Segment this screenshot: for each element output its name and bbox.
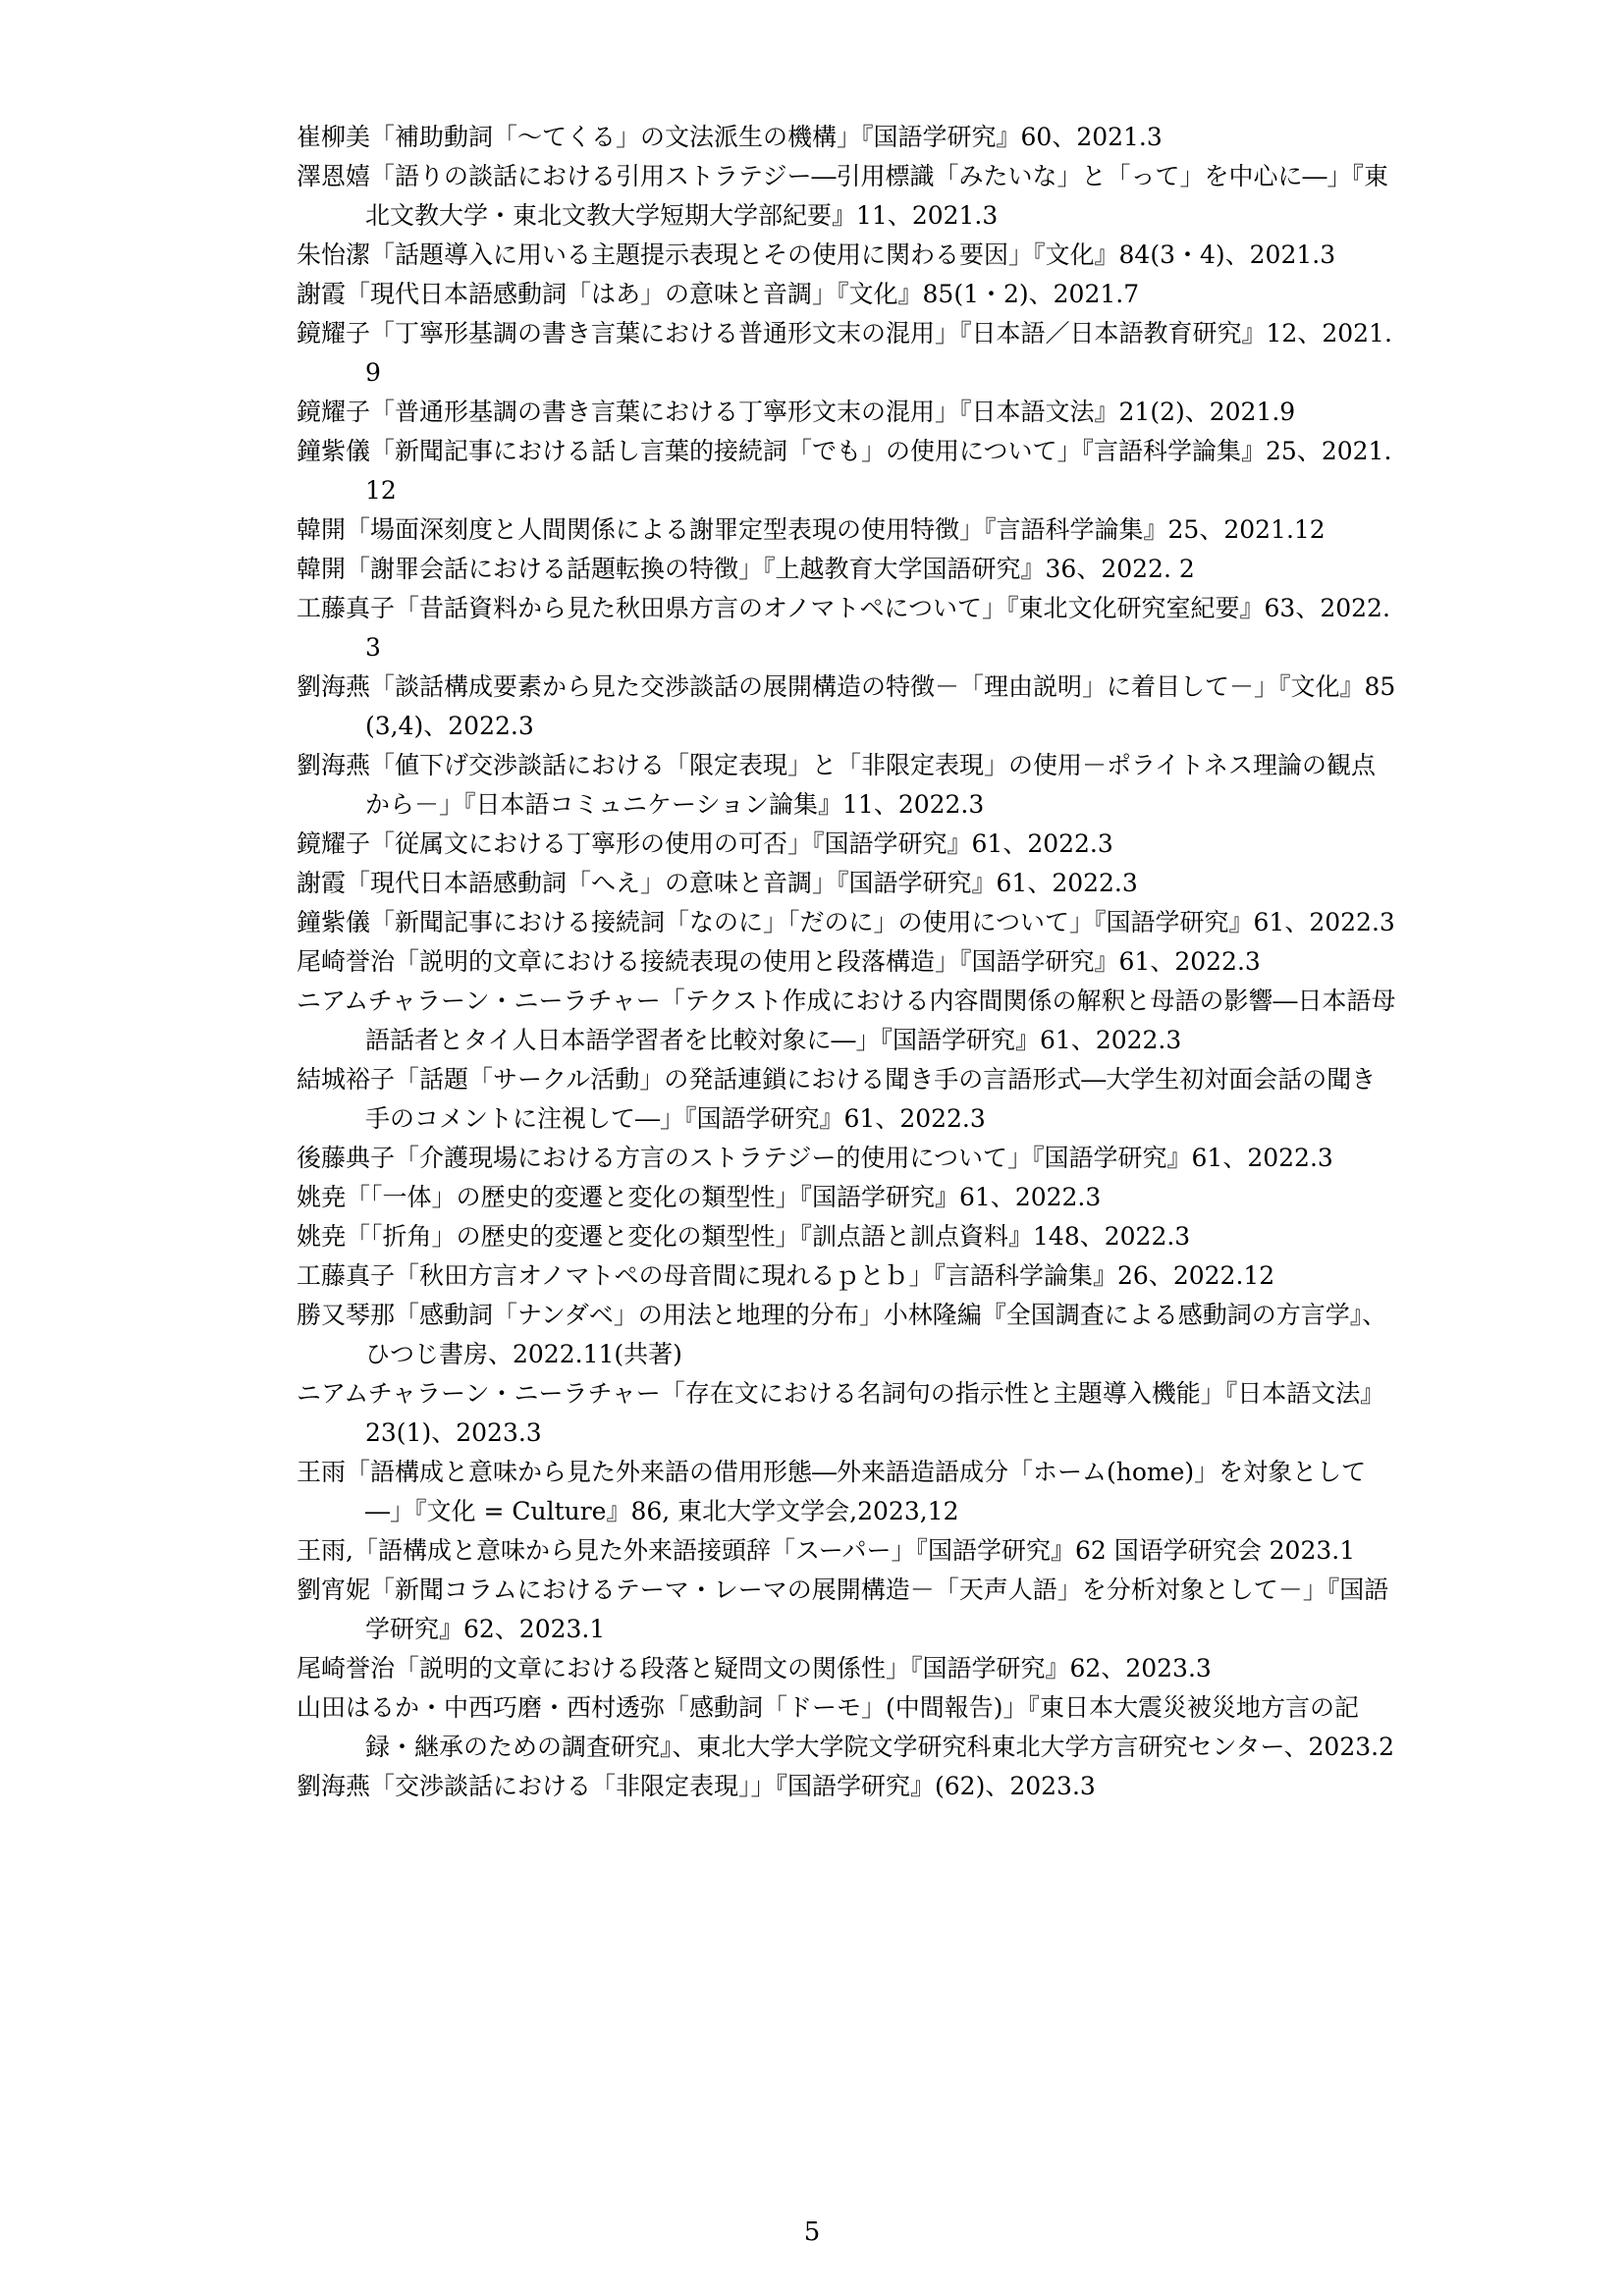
bibliography-entry: ニアムチャラーン・ニーラチャー「存在文における名詞句の指示性と主題導入機能」『日本語文法』23(1)、2023.3 [297,1379,1385,1447]
bibliography-entry: 勝又琴那「感動詞「ナンダベ」の用法と地理的分布」小林隆編『全国調査による感動詞の方言学』、ひつじ書房、2022.11(共著) [297,1301,1387,1368]
bibliography-entry: 尾崎誉治「説明的文章における段落と疑問文の関係性」『国語学研究』62、2023.3 [297,1654,1212,1682]
bibliography-entry: 工藤真子「秋田方言オノマトペの母音間に現れるｐとｂ」『言語科学論集』26、2022.12 [297,1261,1275,1290]
bibliography-entry: 鏡耀子「丁寧形基調の書き言葉における普通形文末の混用」『日本語／日本語教育研究』12、2021.9 [297,319,1392,387]
bibliography-entry: 工藤真子「昔話資料から見た秋田県方言のオノマトペについて」『東北文化研究室紀要』63、2022. 3 [297,594,1390,662]
bibliography-entry: 尾崎誉治「説明的文章における接続表現の使用と段落構造」『国語学研究』61、2022.3 [297,947,1261,976]
bibliography-entry: 澤恩嬉「語りの談話における引用ストラテジー―引用標識「みたいな」と「って」を中心に―」『東北文教大学・東北文教大学短期大学部紀要』11、2021.3 [297,162,1389,230]
bibliography-entry: 鏡耀子「従属文における丁寧形の使用の可否」『国語学研究』61、2022.3 [297,829,1113,858]
bibliography-list [297,118,1396,1806]
bibliography-entry: 韓開「場面深刻度と人間関係による謝罪定型表現の使用特徴」『言語科学論集』25、2021.12 [297,515,1326,544]
bibliography-entry: 姚尭「「折角」の歴史的変遷と変化の類型性」『訓点語と訓点資料』148、2022.3 [297,1222,1191,1251]
bibliography-entry: 謝霞「現代日本語感動詞「へえ」の意味と音調」『国語学研究』61、2022.3 [297,869,1138,897]
bibliography-entry: 鐘紫儀「新聞記事における接続詞「なのに」「だのに」の使用について」『国語学研究』61、2022.3 [297,908,1395,936]
page-number: 5 [803,2217,821,2247]
bibliography-entry: 劉海燕「談話構成要素から見た交渉談話の展開構造の特徴－「理由説明」に着目して－」『文化』85(3,4)、2022.3 [297,672,1396,740]
bibliography-entry: 謝霞「現代日本語感動詞「はあ」の意味と音調」『文化』85(1・2)、2021.7 [297,280,1140,308]
bibliography-entry: 王雨「語構成と意味から見た外来語の借用形態―外来語造語成分「ホーム(home)」を対象として―」『文化 = Culture』86, 東北大学文学会,2023,12 [297,1458,1367,1525]
bibliography-entry: 鏡耀子「普通形基調の書き言葉における丁寧形文末の混用」『日本語文法』21(2)、2021.9 [297,398,1296,426]
bibliography-entry: 劉海燕「交渉談話における「非限定表現」」『国語学研究』(62)、2023.3 [297,1772,1096,1800]
bibliography-entry: 劉海燕「値下げ交渉談話における「限定表現」と「非限定表現」の使用－ポライトネス理論の観点から－」『日本語コミュニケーション論集』11、2022.3 [297,751,1377,819]
bibliography-entry: 姚尭「「一体」の歴史的変遷と変化の類型性」『国語学研究』61、2022.3 [297,1183,1102,1211]
bibliography-entry: 韓開「謝罪会話における話題転換の特徴」『上越教育大学国語研究』36、2022. 2 [297,555,1195,583]
bibliography-entry: ニアムチャラーン・ニーラチャー「テクスト作成における内容間関係の解釈と母語の影響―日本語母語話者とタイ人日本語学習者を比較対象に―」『国語学研究』61、2022.3 [297,987,1396,1054]
bibliography-entry: 劉宵妮「新聞コラムにおけるテーマ・レーマの展開構造－「天声人語」を分析対象として－」『国語学研究』62、2023.1 [297,1575,1389,1643]
bibliography-entry: 崔柳美「補助動詞「〜てくる」の文法派生の機構」『国語学研究』60、2021.3 [297,123,1163,151]
bibliography-entry: 王雨,「語構成と意味から見た外来語接頭辞「スーパー」『国語学研究』62 国语学研究会 2023.1 [297,1536,1356,1565]
bibliography-entry: 後藤典子「介護現場における方言のストラテジー的使用について」『国語学研究』61、2022.3 [297,1144,1333,1172]
bibliography-entry: 朱怡潔「話題導入に用いる主題提示表現とその使用に関わる要因」『文化』84(3・4)、2021.3 [297,240,1336,269]
bibliography-entry: 山田はるか・中西巧磨・西村透弥「感動詞「ドーモ」(中間報告)」『東日本大震災被災地方言の記録・継承のための調査研究』、東北大学大学院文学研究科東北大学方言研究センター、2023.2 [297,1693,1394,1761]
bibliography-entry: 鐘紫儀「新聞記事における話し言葉的接続詞「でも」の使用について」『言語科学論集』25、2021.12 [297,437,1392,505]
bibliography-entry: 結城裕子「話題「サークル活動」の発話連鎖における聞き手の言語形式―大学生初対面会話の聞き手のコメントに注視して―」『国語学研究』61、2022.3 [297,1065,1377,1133]
